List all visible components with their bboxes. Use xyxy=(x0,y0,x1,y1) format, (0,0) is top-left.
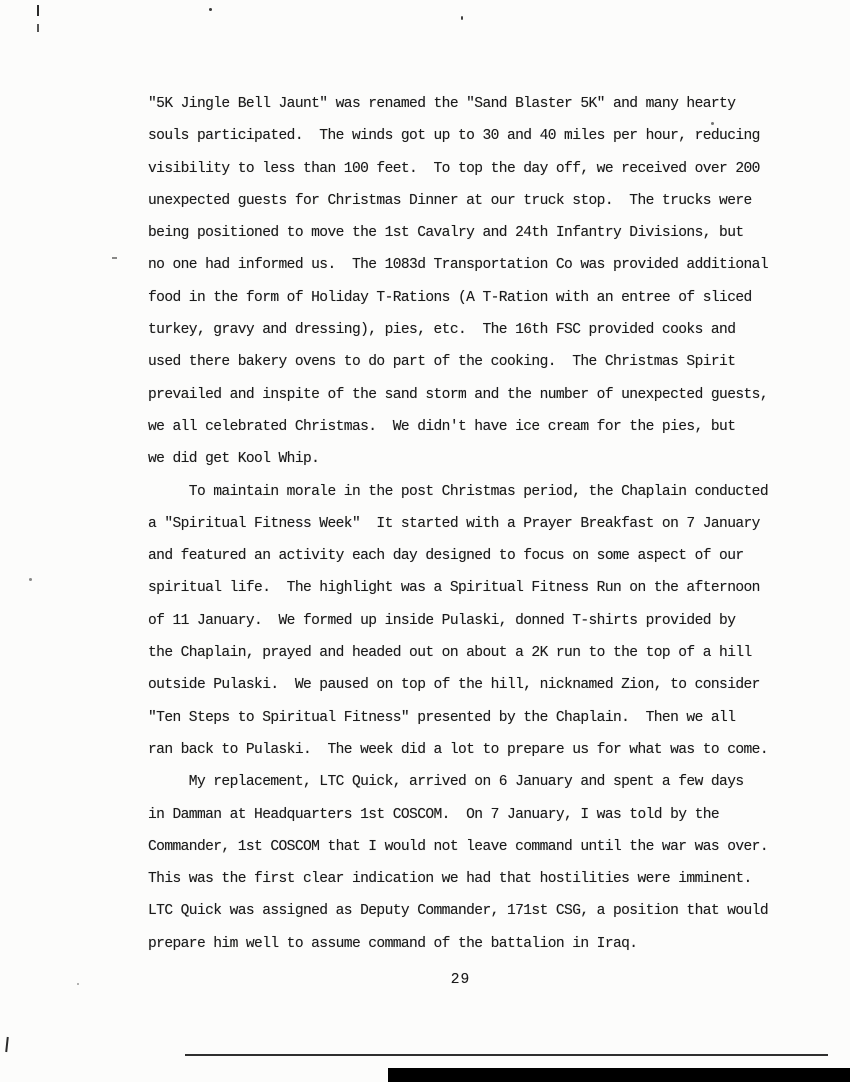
scan-artifact-speck xyxy=(209,8,212,11)
scan-artifact-speck xyxy=(461,16,463,20)
scan-artifact-horizontal-line xyxy=(185,1054,828,1056)
text-line: the Chaplain, prayed and headed out on about a 2K run to the top of a hill xyxy=(148,645,752,662)
text-line: and featured an activity each day designed to focus on some aspect of our xyxy=(148,548,744,565)
text-line: "5K Jingle Bell Jaunt" was renamed the "Sand Blaster 5K" and many hearty xyxy=(148,96,736,112)
text-line: outside Pulaski. We paused on top of the hill, nicknamed Zion, to consider xyxy=(148,677,760,694)
text-line: souls participated. The winds got up to 30 and 40 miles per hour, reducing xyxy=(148,128,760,145)
scan-artifact-speck xyxy=(77,983,79,985)
text-line: of 11 January. We formed up inside Pulaski, donned T-shirts provided by xyxy=(148,612,736,629)
page-body-text xyxy=(148,88,773,960)
scan-artifact-tick xyxy=(37,24,39,32)
text-line: prevailed and inspite of the sand storm and the number of unexpected guests, xyxy=(148,386,768,403)
text-line: we did get Kool Whip. xyxy=(148,451,320,468)
text-line: turkey, gravy and dressing), pies, etc. The 16th FSC provided cooks and xyxy=(148,322,736,339)
text-line: no one had informed us. The 1083d Transportation Co was provided additional xyxy=(148,257,768,274)
text-line: visibility to less than 100 feet. To top the day off, we received over 200 xyxy=(148,160,760,177)
paragraph-ltc-quick xyxy=(148,766,773,960)
page-number: 29 xyxy=(450,972,471,988)
text-line: food in the form of Holiday T-Rations (A T-Ration with an entree of sliced xyxy=(148,289,752,306)
text-line: prepare him well to assume command of the battalion in Iraq. xyxy=(148,935,638,952)
paragraph-spiritual-fitness xyxy=(148,476,773,767)
scan-artifact-tick xyxy=(5,1037,9,1052)
text-line: LTC Quick was assigned as Deputy Commander, 171st CSG, a position that would xyxy=(148,903,768,920)
text-line: My replacement, LTC Quick, arrived on 6 January and spent a few days xyxy=(148,774,744,791)
paragraph-christmas-storm xyxy=(148,88,773,476)
text-line: being positioned to move the 1st Cavalry and 24th Infantry Divisions, but xyxy=(148,225,744,242)
text-line: Commander, 1st COSCOM that I would not leave command until the war was over. xyxy=(148,838,768,855)
text-line: "Ten Steps to Spiritual Fitness" presented by the Chaplain. Then we all xyxy=(148,709,736,726)
scan-artifact-tick xyxy=(37,5,39,16)
text-line: spiritual life. The highlight was a Spiritual Fitness Run on the afternoon xyxy=(148,580,760,597)
scan-artifact-speck xyxy=(112,257,117,259)
text-line: in Damman at Headquarters 1st COSCOM. On 7 January, I was told by the xyxy=(148,806,720,823)
text-line: we all celebrated Christmas. We didn't have ice cream for the pies, but xyxy=(148,418,736,435)
scan-artifact-black-bar xyxy=(388,1068,850,1082)
text-line: This was the first clear indication we had that hostilities were imminent. xyxy=(148,871,752,888)
scan-artifact-speck xyxy=(29,578,32,581)
text-line: unexpected guests for Christmas Dinner at our truck stop. The trucks were xyxy=(148,192,752,209)
text-line: To maintain morale in the post Christmas period, the Chaplain conducted xyxy=(148,483,768,500)
text-line: used there bakery ovens to do part of the cooking. The Christmas Spirit xyxy=(148,354,736,371)
text-line: a "Spiritual Fitness Week" It started with a Prayer Breakfast on 7 January xyxy=(148,515,760,532)
text-line: ran back to Pulaski. The week did a lot to prepare us for what was to come. xyxy=(148,741,768,758)
